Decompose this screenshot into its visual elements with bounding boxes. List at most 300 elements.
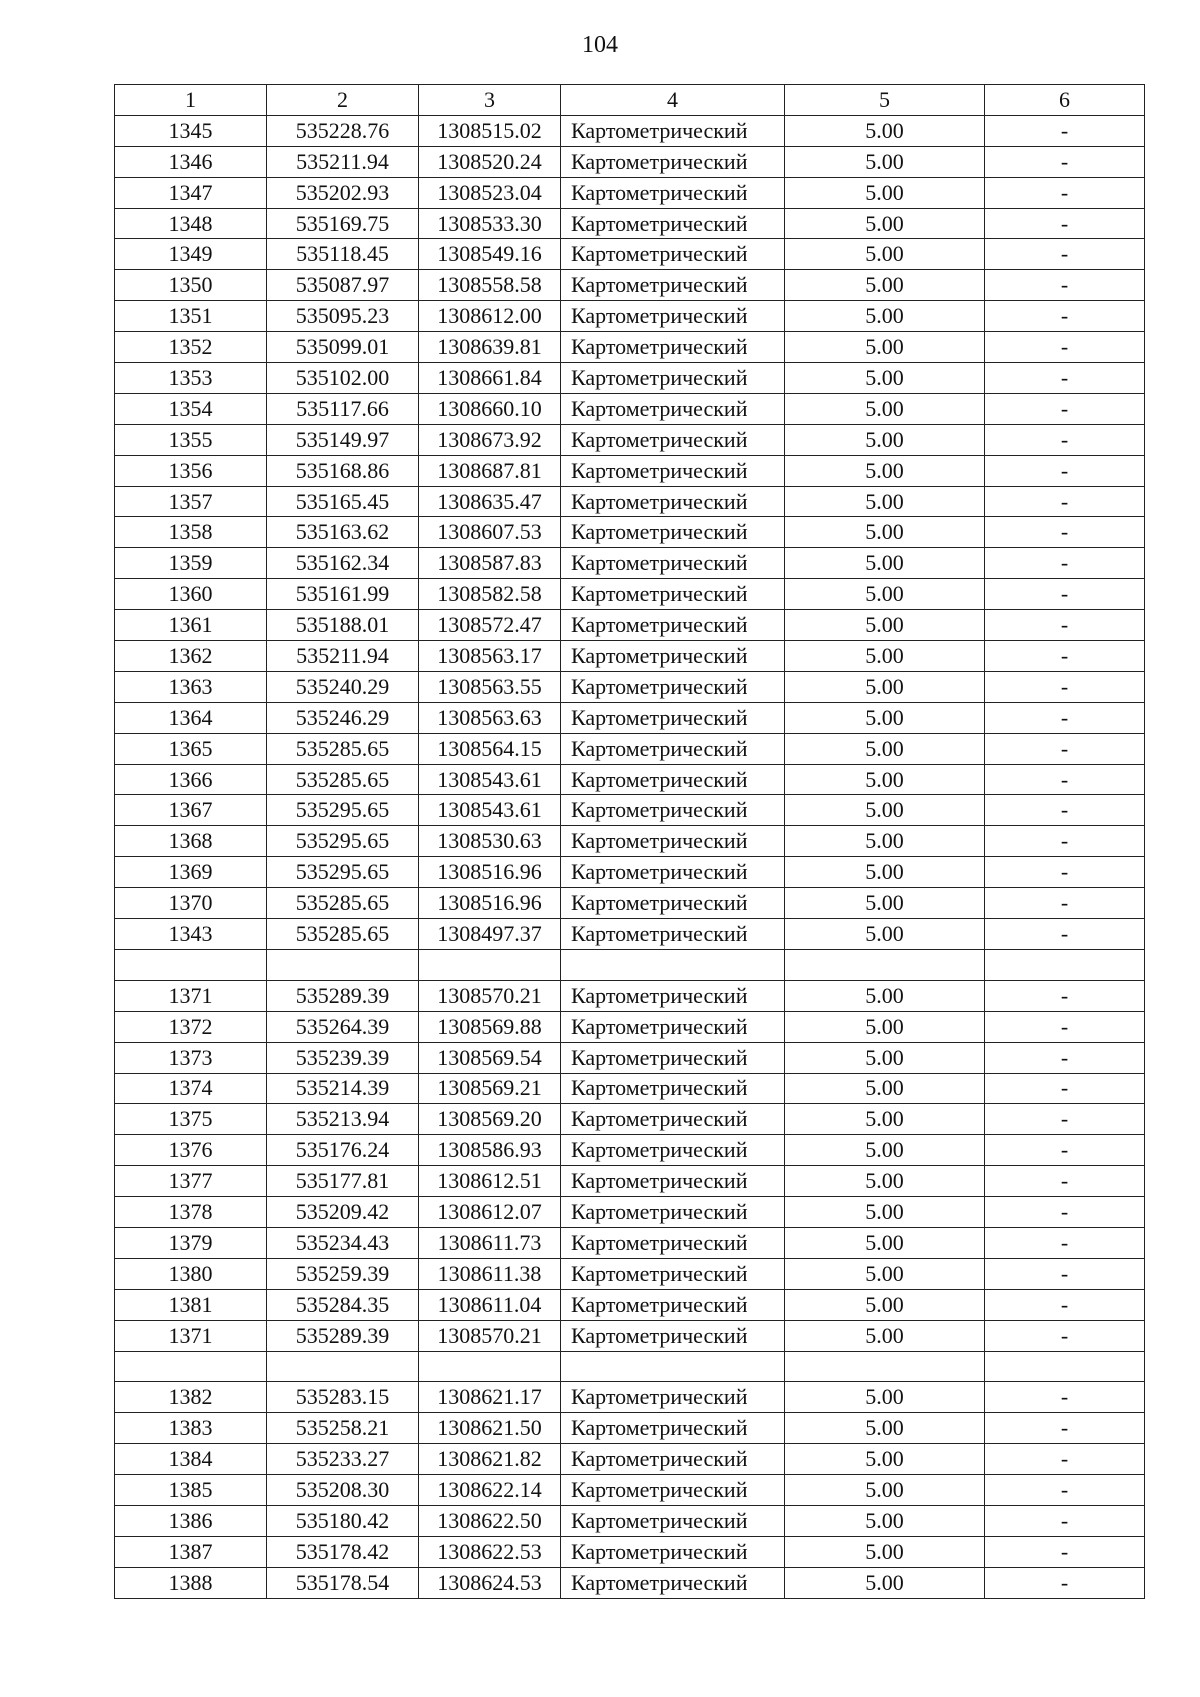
method-cell: Картометрический <box>561 332 785 363</box>
x-coordinate-cell: 535295.65 <box>267 857 419 888</box>
table-row <box>115 1505 1145 1536</box>
accuracy-cell: 5.00 <box>785 702 985 733</box>
accuracy-cell: 5.00 <box>785 1258 985 1289</box>
method-cell: Картометрический <box>561 424 785 455</box>
point-number-cell: 1387 <box>115 1536 267 1567</box>
accuracy-cell: 5.00 <box>785 1413 985 1444</box>
note-cell: - <box>985 1444 1145 1475</box>
x-coordinate-cell: 535118.45 <box>267 239 419 270</box>
note-cell <box>985 1351 1145 1382</box>
note-cell: - <box>985 1382 1145 1413</box>
method-cell: Картометрический <box>561 1042 785 1073</box>
y-coordinate-cell: 1308612.00 <box>419 301 561 332</box>
point-number-cell: 1360 <box>115 579 267 610</box>
point-number-cell: 1349 <box>115 239 267 270</box>
method-cell: Картометрический <box>561 517 785 548</box>
method-cell <box>561 949 785 980</box>
table-row <box>115 1444 1145 1475</box>
table-row <box>115 239 1145 270</box>
note-cell: - <box>985 1104 1145 1135</box>
y-coordinate-cell: 1308611.73 <box>419 1227 561 1258</box>
accuracy-cell: 5.00 <box>785 857 985 888</box>
table-row <box>115 1351 1145 1382</box>
y-coordinate-cell: 1308673.92 <box>419 424 561 455</box>
table-row <box>115 486 1145 517</box>
table-row <box>115 579 1145 610</box>
note-cell: - <box>985 177 1145 208</box>
table-row <box>115 1104 1145 1135</box>
method-cell: Картометрический <box>561 826 785 857</box>
y-coordinate-cell <box>419 949 561 980</box>
note-cell: - <box>985 641 1145 672</box>
note-cell: - <box>985 1042 1145 1073</box>
method-cell: Картометрический <box>561 671 785 702</box>
header-cell: 4 <box>561 85 785 116</box>
table-row <box>115 548 1145 579</box>
note-cell: - <box>985 1567 1145 1598</box>
y-coordinate-cell: 1308569.88 <box>419 1011 561 1042</box>
point-number-cell <box>115 1351 267 1382</box>
y-coordinate-cell: 1308530.63 <box>419 826 561 857</box>
method-cell: Картометрический <box>561 115 785 146</box>
x-coordinate-cell: 535234.43 <box>267 1227 419 1258</box>
table-row <box>115 702 1145 733</box>
point-number-cell: 1374 <box>115 1073 267 1104</box>
x-coordinate-cell: 535285.65 <box>267 888 419 919</box>
method-cell: Картометрический <box>561 888 785 919</box>
method-cell: Картометрический <box>561 1413 785 1444</box>
y-coordinate-cell: 1308543.61 <box>419 764 561 795</box>
table-row <box>115 1567 1145 1598</box>
table-row <box>115 1413 1145 1444</box>
table-row <box>115 764 1145 795</box>
method-cell: Картометрический <box>561 795 785 826</box>
table-row <box>115 301 1145 332</box>
table-row <box>115 1073 1145 1104</box>
note-cell: - <box>985 702 1145 733</box>
method-cell: Картометрический <box>561 702 785 733</box>
y-coordinate-cell: 1308516.96 <box>419 888 561 919</box>
y-coordinate-cell: 1308611.38 <box>419 1258 561 1289</box>
accuracy-cell: 5.00 <box>785 517 985 548</box>
table-row <box>115 270 1145 301</box>
x-coordinate-cell: 535095.23 <box>267 301 419 332</box>
x-coordinate-cell: 535289.39 <box>267 1320 419 1351</box>
note-cell: - <box>985 1197 1145 1228</box>
accuracy-cell: 5.00 <box>785 208 985 239</box>
accuracy-cell: 5.00 <box>785 1197 985 1228</box>
accuracy-cell: 5.00 <box>785 919 985 950</box>
method-cell: Картометрический <box>561 208 785 239</box>
point-number-cell: 1371 <box>115 1320 267 1351</box>
note-cell: - <box>985 455 1145 486</box>
point-number-cell: 1367 <box>115 795 267 826</box>
table-row <box>115 1227 1145 1258</box>
y-coordinate-cell: 1308549.16 <box>419 239 561 270</box>
y-coordinate-cell: 1308582.58 <box>419 579 561 610</box>
point-number-cell: 1375 <box>115 1104 267 1135</box>
accuracy-cell: 5.00 <box>785 146 985 177</box>
method-cell: Картометрический <box>561 610 785 641</box>
note-cell: - <box>985 115 1145 146</box>
x-coordinate-cell: 535178.54 <box>267 1567 419 1598</box>
point-number-cell: 1366 <box>115 764 267 795</box>
y-coordinate-cell: 1308622.50 <box>419 1505 561 1536</box>
header-cell: 6 <box>985 85 1145 116</box>
x-coordinate-cell: 535165.45 <box>267 486 419 517</box>
y-coordinate-cell: 1308635.47 <box>419 486 561 517</box>
x-coordinate-cell: 535162.34 <box>267 548 419 579</box>
x-coordinate-cell: 535176.24 <box>267 1135 419 1166</box>
table-row <box>115 1011 1145 1042</box>
accuracy-cell: 5.00 <box>785 1475 985 1506</box>
y-coordinate-cell: 1308569.20 <box>419 1104 561 1135</box>
x-coordinate-cell: 535099.01 <box>267 332 419 363</box>
method-cell: Картометрический <box>561 301 785 332</box>
method-cell: Картометрический <box>561 1505 785 1536</box>
note-cell: - <box>985 486 1145 517</box>
accuracy-cell: 5.00 <box>785 1505 985 1536</box>
accuracy-cell: 5.00 <box>785 270 985 301</box>
point-number-cell: 1348 <box>115 208 267 239</box>
point-number-cell: 1356 <box>115 455 267 486</box>
x-coordinate-cell: 535180.42 <box>267 1505 419 1536</box>
note-cell: - <box>985 980 1145 1011</box>
point-number-cell: 1383 <box>115 1413 267 1444</box>
method-cell: Картометрический <box>561 1104 785 1135</box>
header-cell: 2 <box>267 85 419 116</box>
method-cell: Картометрический <box>561 579 785 610</box>
accuracy-cell: 5.00 <box>785 980 985 1011</box>
x-coordinate-cell: 535211.94 <box>267 146 419 177</box>
table-row <box>115 1475 1145 1506</box>
y-coordinate-cell: 1308520.24 <box>419 146 561 177</box>
x-coordinate-cell: 535209.42 <box>267 1197 419 1228</box>
point-number-cell: 1364 <box>115 702 267 733</box>
note-cell: - <box>985 610 1145 641</box>
x-coordinate-cell: 535188.01 <box>267 610 419 641</box>
y-coordinate-cell: 1308612.07 <box>419 1197 561 1228</box>
accuracy-cell: 5.00 <box>785 1536 985 1567</box>
point-number-cell: 1379 <box>115 1227 267 1258</box>
accuracy-cell: 5.00 <box>785 455 985 486</box>
x-coordinate-cell: 535228.76 <box>267 115 419 146</box>
method-cell: Картометрический <box>561 1382 785 1413</box>
point-number-cell: 1388 <box>115 1567 267 1598</box>
y-coordinate-cell: 1308563.63 <box>419 702 561 733</box>
point-number-cell: 1382 <box>115 1382 267 1413</box>
note-cell: - <box>985 1536 1145 1567</box>
y-coordinate-cell: 1308612.51 <box>419 1166 561 1197</box>
method-cell: Картометрический <box>561 455 785 486</box>
accuracy-cell: 5.00 <box>785 1567 985 1598</box>
y-coordinate-cell: 1308564.15 <box>419 733 561 764</box>
point-number-cell: 1358 <box>115 517 267 548</box>
x-coordinate-cell: 535284.35 <box>267 1289 419 1320</box>
table-row <box>115 146 1145 177</box>
x-coordinate-cell: 535259.39 <box>267 1258 419 1289</box>
point-number-cell: 1370 <box>115 888 267 919</box>
table-row <box>115 1166 1145 1197</box>
method-cell: Картометрический <box>561 1475 785 1506</box>
method-cell: Картометрический <box>561 1135 785 1166</box>
method-cell: Картометрический <box>561 1166 785 1197</box>
method-cell: Картометрический <box>561 393 785 424</box>
x-coordinate-cell: 535285.65 <box>267 919 419 950</box>
method-cell: Картометрический <box>561 980 785 1011</box>
x-coordinate-cell <box>267 949 419 980</box>
y-coordinate-cell: 1308563.17 <box>419 641 561 672</box>
method-cell: Картометрический <box>561 270 785 301</box>
accuracy-cell: 5.00 <box>785 1444 985 1475</box>
note-cell: - <box>985 795 1145 826</box>
method-cell: Картометрический <box>561 146 785 177</box>
method-cell: Картометрический <box>561 363 785 394</box>
method-cell: Картометрический <box>561 1320 785 1351</box>
accuracy-cell: 5.00 <box>785 733 985 764</box>
note-cell: - <box>985 548 1145 579</box>
point-number-cell: 1355 <box>115 424 267 455</box>
x-coordinate-cell: 535169.75 <box>267 208 419 239</box>
x-coordinate-cell: 535213.94 <box>267 1104 419 1135</box>
note-cell: - <box>985 363 1145 394</box>
method-cell: Картометрический <box>561 1011 785 1042</box>
method-cell: Картометрический <box>561 641 785 672</box>
accuracy-cell: 5.00 <box>785 1320 985 1351</box>
point-number-cell: 1385 <box>115 1475 267 1506</box>
y-coordinate-cell: 1308569.54 <box>419 1042 561 1073</box>
note-cell: - <box>985 424 1145 455</box>
y-coordinate-cell: 1308572.47 <box>419 610 561 641</box>
method-cell: Картометрический <box>561 1073 785 1104</box>
point-number-cell: 1365 <box>115 733 267 764</box>
note-cell: - <box>985 919 1145 950</box>
accuracy-cell: 5.00 <box>785 301 985 332</box>
accuracy-cell: 5.00 <box>785 1382 985 1413</box>
table-row <box>115 1536 1145 1567</box>
y-coordinate-cell: 1308687.81 <box>419 455 561 486</box>
note-cell: - <box>985 208 1145 239</box>
y-coordinate-cell <box>419 1351 561 1382</box>
method-cell: Картометрический <box>561 1567 785 1598</box>
table-row <box>115 177 1145 208</box>
accuracy-cell: 5.00 <box>785 764 985 795</box>
note-cell: - <box>985 671 1145 702</box>
method-cell: Картометрический <box>561 1197 785 1228</box>
y-coordinate-cell: 1308660.10 <box>419 393 561 424</box>
table-row <box>115 919 1145 950</box>
accuracy-cell: 5.00 <box>785 671 985 702</box>
table-row <box>115 733 1145 764</box>
table-row <box>115 671 1145 702</box>
note-cell: - <box>985 146 1145 177</box>
accuracy-cell: 5.00 <box>785 1042 985 1073</box>
note-cell: - <box>985 270 1145 301</box>
point-number-cell: 1371 <box>115 980 267 1011</box>
table-row <box>115 795 1145 826</box>
x-coordinate-cell: 535149.97 <box>267 424 419 455</box>
point-number-cell: 1380 <box>115 1258 267 1289</box>
method-cell: Картометрический <box>561 1258 785 1289</box>
table-row <box>115 1382 1145 1413</box>
table-row <box>115 1289 1145 1320</box>
y-coordinate-cell: 1308569.21 <box>419 1073 561 1104</box>
point-number-cell: 1359 <box>115 548 267 579</box>
x-coordinate-cell <box>267 1351 419 1382</box>
y-coordinate-cell: 1308558.58 <box>419 270 561 301</box>
x-coordinate-cell: 535285.65 <box>267 733 419 764</box>
point-number-cell: 1357 <box>115 486 267 517</box>
y-coordinate-cell: 1308563.55 <box>419 671 561 702</box>
note-cell: - <box>985 1073 1145 1104</box>
header-row <box>115 85 1145 116</box>
x-coordinate-cell: 535208.30 <box>267 1475 419 1506</box>
header-cell: 5 <box>785 85 985 116</box>
point-number-cell: 1346 <box>115 146 267 177</box>
point-number-cell: 1377 <box>115 1166 267 1197</box>
y-coordinate-cell: 1308533.30 <box>419 208 561 239</box>
table-row <box>115 826 1145 857</box>
x-coordinate-cell: 535285.65 <box>267 764 419 795</box>
x-coordinate-cell: 535239.39 <box>267 1042 419 1073</box>
note-cell: - <box>985 332 1145 363</box>
point-number-cell: 1347 <box>115 177 267 208</box>
point-number-cell: 1362 <box>115 641 267 672</box>
point-number-cell: 1369 <box>115 857 267 888</box>
point-number-cell: 1378 <box>115 1197 267 1228</box>
x-coordinate-cell: 535211.94 <box>267 641 419 672</box>
point-number-cell: 1361 <box>115 610 267 641</box>
table-row <box>115 115 1145 146</box>
note-cell: - <box>985 1135 1145 1166</box>
accuracy-cell: 5.00 <box>785 177 985 208</box>
note-cell: - <box>985 1413 1145 1444</box>
note-cell: - <box>985 888 1145 919</box>
accuracy-cell: 5.00 <box>785 641 985 672</box>
accuracy-cell <box>785 1351 985 1382</box>
x-coordinate-cell: 535087.97 <box>267 270 419 301</box>
y-coordinate-cell: 1308515.02 <box>419 115 561 146</box>
table-row <box>115 363 1145 394</box>
x-coordinate-cell: 535161.99 <box>267 579 419 610</box>
point-number-cell: 1363 <box>115 671 267 702</box>
accuracy-cell: 5.00 <box>785 1073 985 1104</box>
y-coordinate-cell: 1308523.04 <box>419 177 561 208</box>
y-coordinate-cell: 1308622.14 <box>419 1475 561 1506</box>
accuracy-cell: 5.00 <box>785 363 985 394</box>
method-cell: Картометрический <box>561 1444 785 1475</box>
table-row <box>115 1258 1145 1289</box>
accuracy-cell: 5.00 <box>785 1135 985 1166</box>
table-row <box>115 332 1145 363</box>
point-number-cell: 1352 <box>115 332 267 363</box>
y-coordinate-cell: 1308611.04 <box>419 1289 561 1320</box>
x-coordinate-cell: 535264.39 <box>267 1011 419 1042</box>
table-row <box>115 424 1145 455</box>
point-number-cell: 1376 <box>115 1135 267 1166</box>
y-coordinate-cell: 1308661.84 <box>419 363 561 394</box>
x-coordinate-cell: 535168.86 <box>267 455 419 486</box>
method-cell: Картометрический <box>561 764 785 795</box>
accuracy-cell: 5.00 <box>785 332 985 363</box>
table-row <box>115 455 1145 486</box>
accuracy-cell: 5.00 <box>785 393 985 424</box>
header-cell: 1 <box>115 85 267 116</box>
note-cell: - <box>985 239 1145 270</box>
point-number-cell: 1372 <box>115 1011 267 1042</box>
x-coordinate-cell: 535283.15 <box>267 1382 419 1413</box>
accuracy-cell: 5.00 <box>785 579 985 610</box>
table-row <box>115 610 1145 641</box>
x-coordinate-cell: 535240.29 <box>267 671 419 702</box>
accuracy-cell: 5.00 <box>785 239 985 270</box>
table-row <box>115 1135 1145 1166</box>
accuracy-cell: 5.00 <box>785 1104 985 1135</box>
y-coordinate-cell: 1308516.96 <box>419 857 561 888</box>
y-coordinate-cell: 1308586.93 <box>419 1135 561 1166</box>
page-number: 104 <box>582 32 618 58</box>
x-coordinate-cell: 535295.65 <box>267 795 419 826</box>
method-cell: Картометрический <box>561 1289 785 1320</box>
x-coordinate-cell: 535178.42 <box>267 1536 419 1567</box>
method-cell: Картометрический <box>561 919 785 950</box>
y-coordinate-cell: 1308497.37 <box>419 919 561 950</box>
method-cell: Картометрический <box>561 177 785 208</box>
accuracy-cell: 5.00 <box>785 1011 985 1042</box>
accuracy-cell: 5.00 <box>785 610 985 641</box>
method-cell: Картометрический <box>561 1227 785 1258</box>
y-coordinate-cell: 1308621.82 <box>419 1444 561 1475</box>
point-number-cell: 1351 <box>115 301 267 332</box>
x-coordinate-cell: 535214.39 <box>267 1073 419 1104</box>
table-row <box>115 208 1145 239</box>
accuracy-cell: 5.00 <box>785 1227 985 1258</box>
point-number-cell: 1381 <box>115 1289 267 1320</box>
table-row <box>115 980 1145 1011</box>
method-cell: Картометрический <box>561 486 785 517</box>
y-coordinate-cell: 1308587.83 <box>419 548 561 579</box>
x-coordinate-cell: 535246.29 <box>267 702 419 733</box>
y-coordinate-cell: 1308622.53 <box>419 1536 561 1567</box>
note-cell: - <box>985 393 1145 424</box>
method-cell: Картометрический <box>561 548 785 579</box>
accuracy-cell: 5.00 <box>785 826 985 857</box>
accuracy-cell: 5.00 <box>785 548 985 579</box>
point-number-cell: 1384 <box>115 1444 267 1475</box>
note-cell <box>985 949 1145 980</box>
table-row <box>115 517 1145 548</box>
accuracy-cell: 5.00 <box>785 486 985 517</box>
method-cell: Картометрический <box>561 733 785 764</box>
note-cell: - <box>985 517 1145 548</box>
note-cell: - <box>985 1011 1145 1042</box>
method-cell: Картометрический <box>561 1536 785 1567</box>
x-coordinate-cell: 535177.81 <box>267 1166 419 1197</box>
note-cell: - <box>985 733 1145 764</box>
x-coordinate-cell: 535117.66 <box>267 393 419 424</box>
x-coordinate-cell: 535295.65 <box>267 826 419 857</box>
x-coordinate-cell: 535258.21 <box>267 1413 419 1444</box>
point-number-cell: 1343 <box>115 919 267 950</box>
y-coordinate-cell: 1308570.21 <box>419 980 561 1011</box>
accuracy-cell: 5.00 <box>785 115 985 146</box>
y-coordinate-cell: 1308543.61 <box>419 795 561 826</box>
header-cell: 3 <box>419 85 561 116</box>
note-cell: - <box>985 1227 1145 1258</box>
note-cell: - <box>985 1475 1145 1506</box>
y-coordinate-cell: 1308570.21 <box>419 1320 561 1351</box>
accuracy-cell: 5.00 <box>785 888 985 919</box>
